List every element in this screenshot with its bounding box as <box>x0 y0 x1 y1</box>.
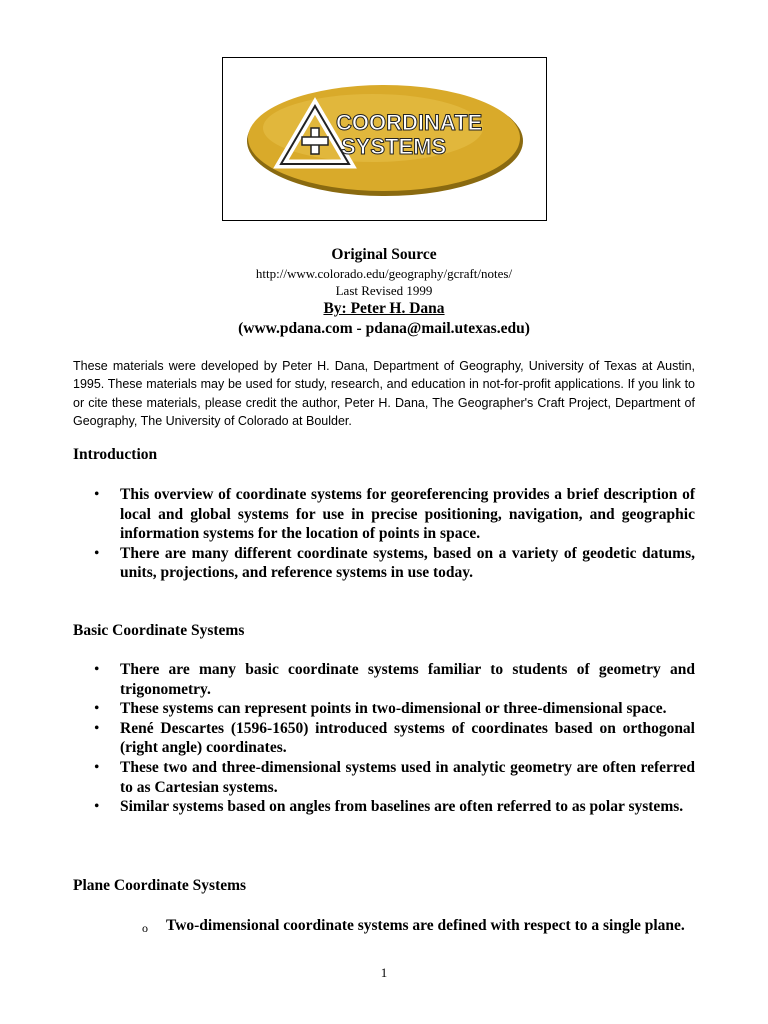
bullet-mark: • <box>94 661 100 678</box>
bullet-mark: • <box>94 758 100 776</box>
list-item-text: René Descartes (1596-1650) introduced systems of coordinates based on orthogonal (right angle) coordinates. <box>120 719 695 757</box>
list-item <box>0 916 695 936</box>
coordinate-systems-logo <box>223 58 546 220</box>
heading-introduction: Introduction <box>73 446 158 463</box>
usage-note: These materials were developed by Peter H. Dana, Department of Geography, University of Texas at Austin, 1995. These materials may be used for study, research, and education in not-for-profit applications. If you link to or cite these materials, please credit the author, Peter H. Dana, The Geographer's Craft Project, Department of Geography, The University of Colorado at Boulder. <box>73 359 695 428</box>
logo-text-line2: SYSTEMS <box>341 134 447 159</box>
basic-systems-list <box>0 660 695 817</box>
plane-systems-list <box>0 916 695 936</box>
list-item-text: Two-dimensional coordinate systems are defined with respect to a single plane. <box>166 917 685 934</box>
list-item <box>0 660 695 699</box>
list-item-text: There are many basic coordinate systems familiar to students of geometry and trigonometry. <box>120 661 695 698</box>
bullet-mark: • <box>94 486 100 503</box>
bullet-mark: • <box>94 700 100 718</box>
list-item-text: These systems can represent points in two-dimensional or three-dimensional space. <box>120 700 667 718</box>
bullet-mark: • <box>94 798 100 816</box>
bullet-mark: • <box>94 544 100 562</box>
list-item-text: This overview of coordinate systems for georeferencing provides a brief description of local and global systems for use in precise positioning, navigation, and geographic information systems for the location of points in space. <box>120 486 695 543</box>
list-item-text: Similar systems based on angles from baselines are often referred to as polar systems. <box>120 798 684 816</box>
page-number: 1 <box>380 965 388 980</box>
list-item <box>0 699 695 719</box>
source-title: Original Source <box>331 246 437 263</box>
list-item <box>0 544 695 583</box>
heading-plane-coordinate-systems: Plane Coordinate Systems <box>73 877 247 894</box>
author-byline: By: Peter H. Dana <box>323 300 445 317</box>
list-item <box>0 797 695 817</box>
bullet-mark: • <box>94 719 100 737</box>
logo-frame <box>222 57 547 221</box>
author-contact[interactable]: (www.pdana.com - pdana@mail.utexas.edu) <box>238 320 530 337</box>
list-item <box>0 485 695 544</box>
hollow-bullet-mark: o <box>142 921 148 935</box>
introduction-list <box>0 485 695 583</box>
list-item-text: There are many different coordinate systems, based on a variety of geodetic datums, units, projections, and reference systems in use today. <box>120 544 695 582</box>
list-item-text: These two and three-dimensional systems used in analytic geometry are often referred to as Cartesian systems. <box>120 758 695 796</box>
logo-text-line1: COORDINATE <box>336 110 483 135</box>
list-item <box>0 758 695 797</box>
source-url[interactable]: http://www.colorado.edu/geography/gcraft/notes/ <box>255 266 513 281</box>
heading-basic-coordinate-systems: Basic Coordinate Systems <box>73 622 245 639</box>
list-item <box>0 719 695 758</box>
last-revised: Last Revised 1999 <box>335 283 433 298</box>
